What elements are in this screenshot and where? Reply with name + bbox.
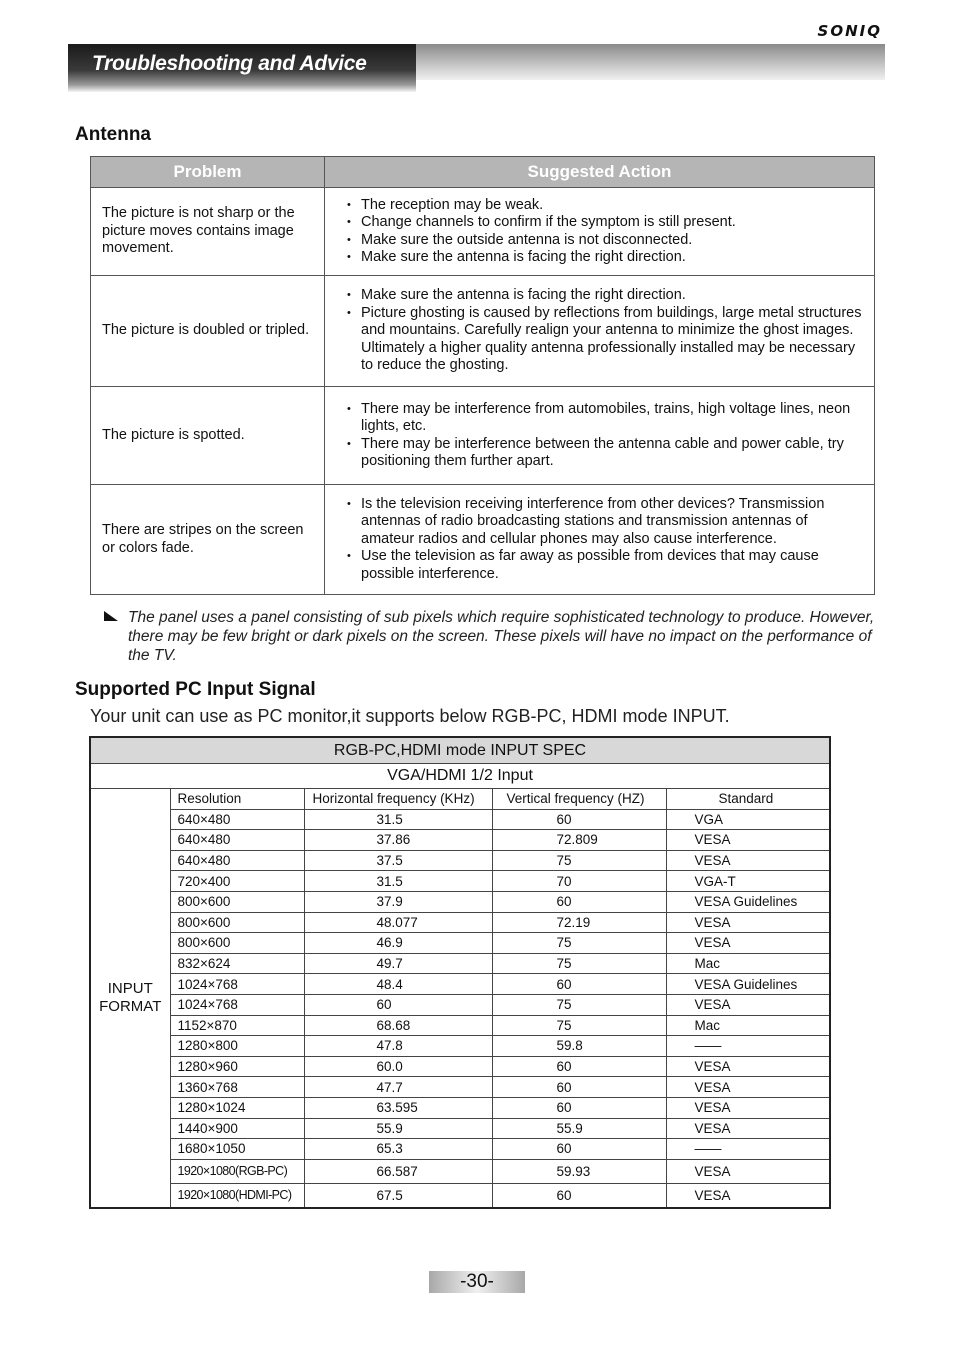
horizontal-frequency-cell: 31.5: [304, 809, 492, 830]
resolution-cell: 800×600: [170, 912, 304, 933]
list-item: • There may be interference between the antenna cable and power cable, try positioning them further apart.: [339, 436, 864, 471]
standard-cell: VESA: [666, 933, 830, 954]
table-row: [90, 1056, 830, 1077]
table-row: [91, 188, 875, 276]
vertical-frequency-cell: 75: [492, 953, 666, 974]
standard-cell: VESA: [666, 1183, 830, 1208]
input-format-label: [90, 789, 170, 1208]
table-row: [91, 387, 875, 485]
brand-logo: SONIQ: [817, 22, 882, 40]
standard-cell: VESA: [666, 1077, 830, 1098]
format-label: FORMAT: [99, 997, 162, 1015]
horizontal-frequency-cell: 31.5: [304, 871, 492, 892]
list-item: • Is the television receiving interference from other devices? Transmission antennas of radio broadcasting stations and transmission antennas of amateur radios and cellular phones may also cause interference.: [339, 496, 864, 549]
spec-subtitle-row: [90, 764, 830, 789]
vertical-frequency-cell: 60: [492, 1056, 666, 1077]
horizontal-frequency-cell: 48.077: [304, 912, 492, 933]
antenna-table: [90, 156, 875, 595]
list-item: • Picture ghosting is caused by reflections from buildings, large metal structures and mountains. Carefully realign your antenna to minimize the ghost images. Ultimately a higher quality antenna professionally installed may be necessary to reduce the ghosting.: [339, 305, 864, 375]
page-number: -30-: [429, 1271, 525, 1293]
horizontal-frequency-cell: 47.8: [304, 1036, 492, 1057]
vertical-frequency-cell: 72.19: [492, 912, 666, 933]
antenna-heading: Antenna: [75, 124, 151, 145]
vertical-frequency-cell: 75: [492, 850, 666, 871]
action-cell: [325, 485, 875, 595]
resolution-cell: 1680×1050: [170, 1139, 304, 1160]
spec-title-row: [90, 737, 830, 764]
horizontal-frequency-cell: 37.9: [304, 891, 492, 912]
horizontal-frequency-cell: 60: [304, 994, 492, 1015]
standard-cell: ——: [666, 1036, 830, 1057]
table-row: [90, 809, 830, 830]
horizontal-frequency-cell: 63.595: [304, 1097, 492, 1118]
vertical-frequency-cell: 75: [492, 1015, 666, 1036]
vertical-frequency-cell: 70: [492, 871, 666, 892]
horizontal-frequency-cell: 66.587: [304, 1159, 492, 1183]
standard-cell: VESA: [666, 994, 830, 1015]
vertical-frequency-cell: 60: [492, 1097, 666, 1118]
table-row: [90, 994, 830, 1015]
table-row: [90, 1118, 830, 1139]
list-item: • Make sure the antenna is facing the right direction.: [339, 249, 864, 267]
standard-cell: VESA: [666, 850, 830, 871]
horizontal-frequency-cell: 37.5: [304, 850, 492, 871]
resolution-cell: 1360×768: [170, 1077, 304, 1098]
vertical-frequency-cell: 60: [492, 809, 666, 830]
standard-cell: VESA: [666, 1159, 830, 1183]
column-header-vertical: Vertical frequency (HZ): [492, 789, 666, 810]
horizontal-frequency-cell: 49.7: [304, 953, 492, 974]
table-row: [90, 1159, 830, 1183]
note-text: The panel uses a panel consisting of sub pixels which require sophisticated technology to produce. However, there may be few bright or dark pixels on the screen. These pixels will have no impact on the performance of the TV.: [128, 609, 875, 664]
vertical-frequency-cell: 75: [492, 933, 666, 954]
horizontal-frequency-cell: 68.68: [304, 1015, 492, 1036]
resolution-cell: 1920×1080(RGB-PC): [170, 1159, 304, 1183]
action-cell: [325, 188, 875, 276]
pc-input-intro: Your unit can use as PC monitor,it supports below RGB-PC, HDMI mode INPUT.: [90, 706, 730, 726]
page-title: Troubleshooting and Advice: [92, 52, 367, 75]
horizontal-frequency-cell: 37.86: [304, 830, 492, 851]
panel-note: [104, 608, 884, 665]
column-header-action: Suggested Action: [325, 157, 875, 188]
table-row: [90, 1015, 830, 1036]
vertical-frequency-cell: 60: [492, 1077, 666, 1098]
resolution-cell: 640×480: [170, 830, 304, 851]
horizontal-frequency-cell: 55.9: [304, 1118, 492, 1139]
standard-cell: VESA Guidelines: [666, 974, 830, 995]
horizontal-frequency-cell: 48.4: [304, 974, 492, 995]
problem-cell: The picture is doubled or tripled.: [91, 276, 325, 387]
vertical-frequency-cell: 60: [492, 891, 666, 912]
standard-cell: VGA: [666, 809, 830, 830]
horizontal-frequency-cell: 67.5: [304, 1183, 492, 1208]
standard-cell: ——: [666, 1139, 830, 1160]
table-row: [90, 830, 830, 851]
column-header-standard: Standard: [666, 789, 830, 810]
pc-input-heading: Supported PC Input Signal: [75, 679, 316, 700]
horizontal-frequency-cell: 65.3: [304, 1139, 492, 1160]
table-row: [90, 1183, 830, 1208]
vertical-frequency-cell: 72.809: [492, 830, 666, 851]
problem-cell: The picture is not sharp or the picture moves contains image movement.: [91, 188, 325, 276]
standard-cell: Mac: [666, 1015, 830, 1036]
table-row: [90, 1036, 830, 1057]
arrow-icon: [104, 611, 118, 621]
resolution-cell: 1152×870: [170, 1015, 304, 1036]
resolution-cell: 1440×900: [170, 1118, 304, 1139]
standard-cell: VESA: [666, 1118, 830, 1139]
standard-cell: VESA: [666, 1097, 830, 1118]
action-cell: [325, 276, 875, 387]
input-label: INPUT: [107, 979, 153, 997]
table-row: [90, 974, 830, 995]
standard-cell: VESA: [666, 912, 830, 933]
table-row: [90, 1077, 830, 1098]
vertical-frequency-cell: 60: [492, 1183, 666, 1208]
horizontal-frequency-cell: 47.7: [304, 1077, 492, 1098]
spec-subtitle: VGA/HDMI 1/2 Input: [90, 764, 830, 789]
problem-cell: The picture is spotted.: [91, 387, 325, 485]
standard-cell: VESA: [666, 1056, 830, 1077]
vertical-frequency-cell: 60: [492, 1139, 666, 1160]
standard-cell: VESA: [666, 830, 830, 851]
input-spec-table: [89, 736, 831, 1209]
action-cell: [325, 387, 875, 485]
table-row: [90, 1097, 830, 1118]
standard-cell: VESA Guidelines: [666, 891, 830, 912]
vertical-frequency-cell: 55.9: [492, 1118, 666, 1139]
vertical-frequency-cell: 59.93: [492, 1159, 666, 1183]
resolution-cell: 720×400: [170, 871, 304, 892]
table-row: [90, 891, 830, 912]
table-row: [90, 912, 830, 933]
resolution-cell: 1024×768: [170, 994, 304, 1015]
resolution-cell: 800×600: [170, 933, 304, 954]
resolution-cell: 1280×960: [170, 1056, 304, 1077]
horizontal-frequency-cell: 60.0: [304, 1056, 492, 1077]
vertical-frequency-cell: 59.8: [492, 1036, 666, 1057]
resolution-cell: 1920×1080(HDMI-PC): [170, 1183, 304, 1208]
list-item: • The reception may be weak.: [339, 197, 864, 215]
table-row: [90, 871, 830, 892]
column-header-horizontal: Horizontal frequency (KHz): [304, 789, 492, 810]
resolution-cell: 640×480: [170, 809, 304, 830]
horizontal-frequency-cell: 46.9: [304, 933, 492, 954]
table-row: [90, 933, 830, 954]
spec-title: RGB-PC,HDMI mode INPUT SPEC: [90, 737, 830, 764]
table-row: [90, 953, 830, 974]
column-header-resolution: Resolution: [170, 789, 304, 810]
list-item: • Make sure the antenna is facing the right direction.: [339, 287, 864, 305]
resolution-cell: 832×624: [170, 953, 304, 974]
list-item: • Change channels to confirm if the symptom is still present.: [339, 214, 864, 232]
table-row: [90, 850, 830, 871]
vertical-frequency-cell: 60: [492, 974, 666, 995]
list-item: • There may be interference from automobiles, trains, high voltage lines, neon lights, etc.: [339, 401, 864, 436]
standard-cell: Mac: [666, 953, 830, 974]
problem-cell: There are stripes on the screen or colors fade.: [91, 485, 325, 595]
standard-cell: VGA-T: [666, 871, 830, 892]
vertical-frequency-cell: 75: [492, 994, 666, 1015]
table-row: [90, 1139, 830, 1160]
spec-header-row: [90, 789, 830, 810]
column-header-problem: Problem: [91, 157, 325, 188]
resolution-cell: 800×600: [170, 891, 304, 912]
list-item: • Make sure the outside antenna is not disconnected.: [339, 232, 864, 250]
list-item: • Use the television as far away as possible from devices that may cause possible interference.: [339, 548, 864, 583]
resolution-cell: 1024×768: [170, 974, 304, 995]
resolution-cell: 640×480: [170, 850, 304, 871]
resolution-cell: 1280×1024: [170, 1097, 304, 1118]
table-row: [91, 485, 875, 595]
resolution-cell: 1280×800: [170, 1036, 304, 1057]
table-row: [91, 276, 875, 387]
